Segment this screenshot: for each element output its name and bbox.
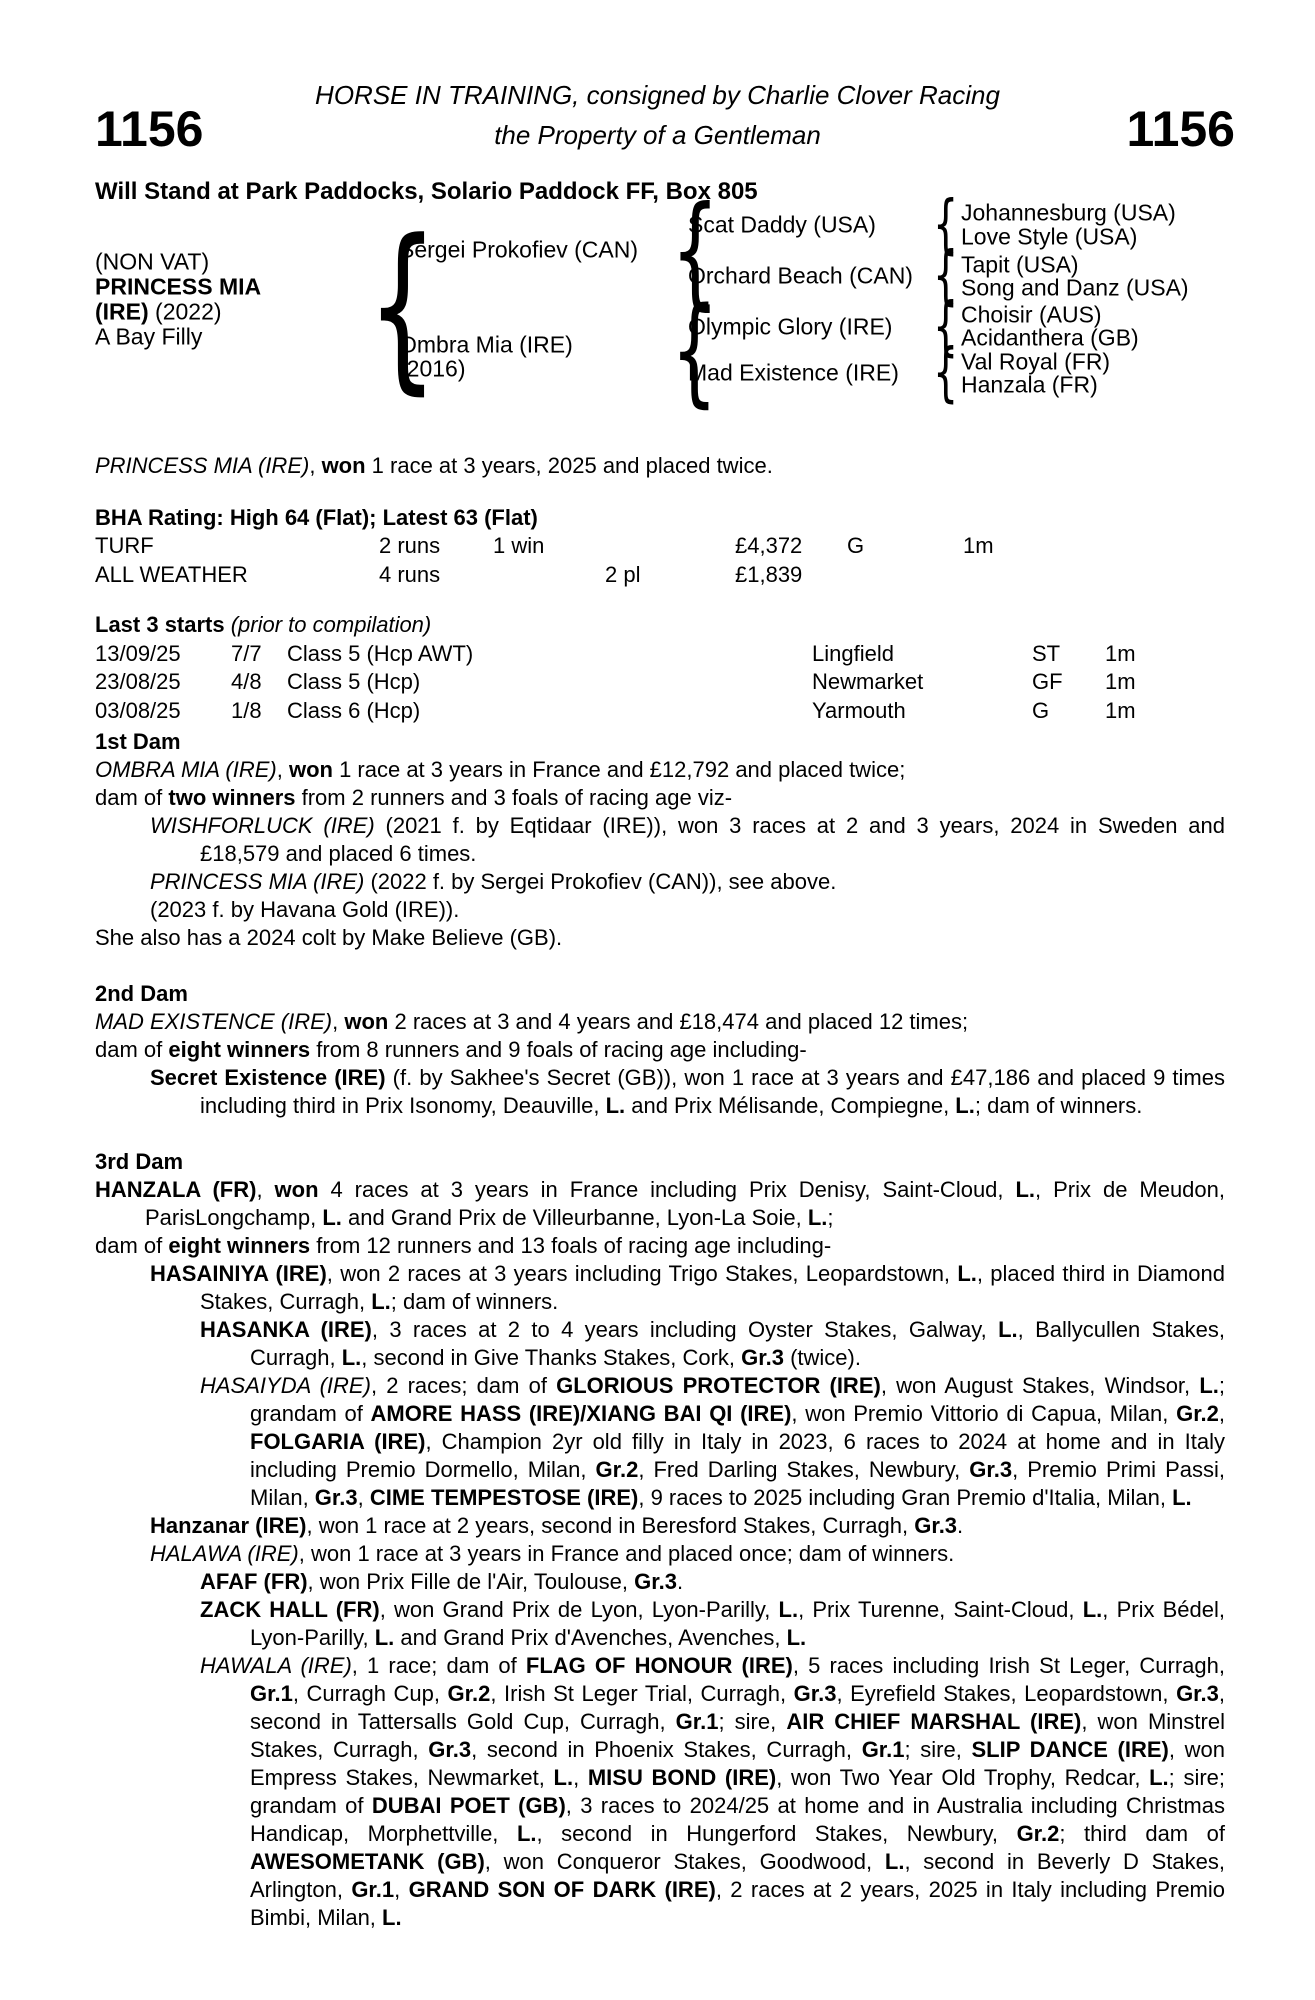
text-run: (2022 f. by Sergei Prokofiev (CAN)), see above. <box>364 869 837 894</box>
text-run: Gr.2 <box>595 1457 639 1482</box>
start-row <box>95 640 1225 669</box>
text-run: eight winners <box>168 1233 311 1258</box>
dam-heading: 3rd Dam <box>95 1149 184 1174</box>
text-run: 2 races at 3 and 4 years and £18,474 and placed 12 times; <box>388 1009 969 1034</box>
rating-earnings: £1,839 <box>735 562 803 587</box>
text-run: and Prix Mélisande, Compiegne, <box>625 1093 956 1118</box>
text-run: L. <box>1015 1177 1036 1202</box>
text-run: Gr.3 <box>1176 1681 1219 1706</box>
text-run: two winners <box>168 785 296 810</box>
great-grandparent-1: Johannesburg (USA) <box>961 199 1176 226</box>
text-run: L. <box>786 1625 807 1650</box>
text-run: PRINCESS MIA (IRE) <box>95 453 310 478</box>
text-run: , won Two Year Old Trophy, Redcar, <box>776 1765 1150 1790</box>
pedigree-brace-gg4 <box>933 341 958 405</box>
text-run: L. <box>955 1093 975 1118</box>
text-run: dam of <box>95 785 169 810</box>
text-run: from 2 runners and 3 foals of racing age viz- <box>295 785 733 810</box>
catalog-paragraph <box>95 1036 1225 1064</box>
text-run: , won Minstrel Stakes, Curragh, <box>250 1709 1225 1762</box>
text-run: L. <box>998 1317 1018 1342</box>
rating-runs: 2 runs <box>379 533 441 558</box>
text-run: , second in Give Thanks Stakes, Cork, <box>361 1345 742 1370</box>
start-distance: 1m <box>1105 669 1136 694</box>
text-run: ; <box>827 1205 834 1230</box>
text-run: L. <box>371 1289 391 1314</box>
text-run: L. <box>778 1597 799 1622</box>
text-run: L. <box>516 1821 537 1846</box>
text-run: Gr.2 <box>447 1681 491 1706</box>
text-run: won <box>344 1009 389 1034</box>
dam-sections <box>95 728 1225 1932</box>
rating-row <box>95 532 1225 561</box>
catalog-paragraph <box>95 1568 1225 1596</box>
start-date: 13/09/25 <box>95 640 181 666</box>
start-position: 4/8 <box>231 669 262 694</box>
grandsire-1: Scat Daddy (USA) <box>688 211 876 238</box>
text-run: (2023 f. by Havana Gold (IRE)). <box>150 897 460 922</box>
text-run: L. <box>382 1905 402 1930</box>
last-starts-table <box>95 611 1225 725</box>
catalog-paragraph <box>95 1512 1225 1540</box>
start-distance: 1m <box>1105 697 1136 723</box>
text-run: HAWALA (IRE) <box>200 1653 352 1678</box>
text-run: HASAIYDA (IRE) <box>200 1373 371 1398</box>
text-run: ; dam of winners. <box>974 1093 1143 1118</box>
catalog-paragraph <box>95 1316 1225 1372</box>
text-run: Gr.3 <box>428 1737 472 1762</box>
text-run: Gr.3 <box>634 1569 677 1594</box>
text-run: , <box>357 1485 370 1510</box>
text-run: Gr.1 <box>250 1681 293 1706</box>
text-run: , won Prix Fille de l'Air, Toulouse, <box>307 1569 635 1594</box>
text-run: L. <box>957 1261 977 1286</box>
catalog-paragraph <box>95 1008 1225 1036</box>
text-run: eight winners <box>168 1037 311 1062</box>
start-position: 1/8 <box>231 697 262 723</box>
start-date: 03/08/25 <box>95 697 181 723</box>
text-run: , won 2 races at 3 years including Trigo Stakes, Leopardstown, <box>326 1261 958 1286</box>
granddam-1: Orchard Beach (CAN) <box>688 262 913 289</box>
pedigree-brace-dam <box>671 291 718 409</box>
rating-distance: 1m <box>963 533 994 558</box>
text-run: WISHFORLUCK (IRE) <box>150 813 375 838</box>
great-grandparent-6: Acidanthera (GB) <box>961 324 1139 351</box>
catalog-paragraph <box>95 1596 1225 1652</box>
text-run: , <box>276 757 289 782</box>
text-run: Gr.3 <box>914 1513 958 1538</box>
text-run: , Prix Bédel, Lyon-Parilly, <box>250 1597 1226 1650</box>
text-run: Gr.3 <box>793 1681 837 1706</box>
text-run: , Eyrefield Stakes, Leopardstown, <box>836 1681 1177 1706</box>
text-run: Gr.3 <box>969 1457 1013 1482</box>
text-run: , 1 race; dam of <box>351 1653 526 1678</box>
dam-year: (2016) <box>399 355 466 382</box>
consignment-line: HORSE IN TRAINING, consigned by Charlie Clover Racing <box>315 80 1000 110</box>
text-run: 4 races at 3 years in France including Prix Denisy, Saint-Cloud, <box>318 1177 1016 1202</box>
text-run: Secret Existence (IRE) <box>150 1065 386 1090</box>
text-run: , Ballycullen Stakes, Curragh, <box>250 1317 1225 1370</box>
rating-row <box>95 561 1225 590</box>
text-run: HALAWA (IRE) <box>150 1541 299 1566</box>
start-row <box>95 668 1225 697</box>
text-run: 1 race at 3 years in France and £12,792 and placed twice; <box>332 757 906 782</box>
catalog-paragraph <box>95 896 1225 924</box>
horse-description: A Bay Filly <box>95 323 203 350</box>
text-run: , <box>1218 1401 1226 1426</box>
text-run: HASANKA (IRE) <box>200 1317 372 1342</box>
text-run: , won 1 race at 3 years in France and placed once; dam of winners. <box>298 1541 955 1566</box>
text-run: CIME TEMPESTOSE (IRE) <box>369 1485 639 1510</box>
text-run: , 5 races including Irish St Leger, Curragh, <box>792 1653 1225 1678</box>
catalog-paragraph <box>95 868 1225 896</box>
text-run: , <box>573 1765 588 1790</box>
text-run: ; dam of winners. <box>390 1289 559 1314</box>
catalog-paragraph <box>95 1064 1225 1120</box>
text-run: from 8 runners and 9 foals of racing age including- <box>310 1037 807 1062</box>
text-run: , <box>332 1009 345 1034</box>
text-run: Hanzanar (IRE) <box>150 1513 307 1538</box>
catalog-paragraph <box>95 924 1225 952</box>
text-run: Gr.2 <box>1176 1401 1219 1426</box>
last-starts-rows <box>95 640 1225 726</box>
text-run: AFAF (FR) <box>200 1569 308 1594</box>
granddam-2: Mad Existence (IRE) <box>688 359 899 386</box>
text-run: (f. by Sakhee's Secret (GB)), won 1 race at 3 years and £47,186 and placed 9 times including third in Prix Isonomy, Deauville, <box>200 1065 1225 1118</box>
dam-name: Ombra Mia (IRE) <box>399 331 573 358</box>
catalog-paragraph <box>95 1232 1225 1260</box>
text-run: L. <box>1172 1485 1192 1510</box>
rating-rows <box>95 532 1225 590</box>
great-grandparent-5: Choisir (AUS) <box>961 301 1102 328</box>
rating-wins: 1 win <box>493 533 545 558</box>
text-run: GRAND SON OF DARK (IRE) <box>408 1877 716 1902</box>
text-run: , placed third in Diamond Stakes, Curragh, <box>200 1261 1225 1314</box>
text-run: Gr.1 <box>351 1877 395 1902</box>
start-race: Class 6 (Hcp) <box>287 697 421 723</box>
text-run: , second in Beverly D Stakes, Arlington, <box>250 1849 1225 1902</box>
text-run: AMORE HASS (IRE)/XIANG BAI QI (IRE) <box>370 1401 792 1426</box>
grandsire-2: Olympic Glory (IRE) <box>688 313 893 340</box>
text-run: L. <box>553 1765 574 1790</box>
text-run: ; sire; grandam of <box>250 1765 1225 1818</box>
great-grandparent-8: Hanzala (FR) <box>961 371 1098 398</box>
text-run: Gr.2 <box>1016 1821 1060 1846</box>
text-run: , 3 races at 2 to 4 years including Oyster Stakes, Galway, <box>371 1317 999 1342</box>
rating-surface: ALL WEATHER <box>95 562 248 587</box>
text-run: , Irish St Leger Trial, Curragh, <box>490 1681 794 1706</box>
non-vat-label: (NON VAT) <box>95 248 210 275</box>
text-run: L. <box>807 1205 828 1230</box>
text-run: , won Grand Prix de Lyon, Lyon-Parilly, <box>379 1597 779 1622</box>
text-run: , Prix de Meudon, ParisLongchamp, <box>145 1177 1225 1230</box>
text-run: L. <box>1082 1597 1103 1622</box>
catalog-paragraph <box>95 1540 1225 1568</box>
text-run: AWESOMETANK (GB) <box>250 1849 485 1874</box>
text-run: L. <box>322 1205 342 1230</box>
pedigree-table <box>95 199 1240 405</box>
text-run: (2021 f. by Eqtidaar (IRE)), won 3 races at 2 and 3 years, 2024 in Sweden and £18,579 and placed 6 times. <box>200 813 1225 866</box>
text-run: Gr.1 <box>861 1737 905 1762</box>
text-run: , second in Hungerford Stakes, Newbury, <box>536 1821 1017 1846</box>
rating-surface: TURF <box>95 533 154 558</box>
text-run: , Prix Turenne, Saint-Cloud, <box>798 1597 1083 1622</box>
lot-number-right: 1156 <box>1126 101 1235 157</box>
start-row <box>95 697 1225 726</box>
text-run: , 2 races at 2 years, 2025 in Italy including Premio Bimbi, Milan, <box>250 1877 1226 1930</box>
race-summary <box>95 452 1225 480</box>
text-run: L. <box>341 1345 362 1370</box>
horse-suffix-year <box>95 299 222 324</box>
catalog-paragraph <box>95 784 1225 812</box>
start-position: 7/7 <box>231 640 262 666</box>
text-run: L. <box>884 1849 905 1874</box>
great-grandparent-2: Love Style (USA) <box>961 223 1138 250</box>
text-run: MISU BOND (IRE) <box>587 1765 777 1790</box>
text-run: . <box>957 1513 964 1538</box>
text-run: won <box>288 757 333 782</box>
great-grandparent-3: Tapit (USA) <box>961 251 1079 278</box>
text-run: ZACK HALL (FR) <box>200 1597 380 1622</box>
start-course: Newmarket <box>812 669 924 694</box>
text-run: , won Conqueror Stakes, Goodwood, <box>484 1849 885 1874</box>
text-run: L. <box>1149 1765 1169 1790</box>
text-run: FOLGARIA (IRE) <box>250 1429 426 1454</box>
text-run: , <box>394 1877 409 1902</box>
text-run: SLIP DANCE (IRE) <box>971 1737 1169 1762</box>
text-run: (twice). <box>783 1345 861 1370</box>
catalog-paragraph <box>95 1176 1225 1232</box>
text-run: , 9 races to 2025 including Gran Premio d'Italia, Milan, <box>638 1485 1173 1510</box>
text-run: , Premio Primi Passi, Milan, <box>250 1457 1225 1510</box>
text-run: She also has a 2024 colt by Make Believe (GB). <box>95 925 563 950</box>
great-grandparent-4: Song and Danz (USA) <box>961 274 1189 301</box>
text-run: OMBRA MIA (IRE) <box>95 757 277 782</box>
start-date: 23/08/25 <box>95 669 181 694</box>
start-going: ST <box>1032 640 1061 666</box>
property-line: the Property of a Gentleman <box>494 120 821 150</box>
start-going: GF <box>1032 669 1063 694</box>
text-run: L. <box>605 1093 626 1118</box>
start-race: Class 5 (Hcp) <box>287 669 421 694</box>
text-run: , won 1 race at 2 years, second in Beresford Stakes, Curragh, <box>306 1513 915 1538</box>
text-run: PRINCESS MIA (IRE) <box>150 869 365 894</box>
start-race: Class 5 (Hcp AWT) <box>287 640 474 666</box>
text-run: ; grandam of <box>250 1373 1226 1426</box>
text-run: MAD EXISTENCE (IRE) <box>95 1009 333 1034</box>
horse-year: (2022) <box>148 298 222 325</box>
horse-suffix: (IRE) <box>95 298 149 325</box>
text-run: . <box>676 1569 684 1594</box>
last-starts-heading <box>95 611 1225 640</box>
horse-name: PRINCESS MIA <box>95 273 262 300</box>
text-run: DUBAI POET (GB) <box>371 1793 566 1818</box>
stand-location-line: Will Stand at Park Paddocks, Solario Paddock FF, Box 805 <box>95 178 758 205</box>
text-run: Gr.1 <box>675 1709 719 1734</box>
rating-runs: 4 runs <box>379 562 441 587</box>
text-run: won <box>274 1177 319 1202</box>
last-starts-heading-italic: (prior to compilation) <box>230 612 432 637</box>
text-run: ; sire, <box>904 1737 972 1762</box>
rating-table <box>95 504 1225 590</box>
text-run: L. <box>374 1625 395 1650</box>
dam-heading: 2nd Dam <box>95 981 188 1006</box>
text-run: Gr.3 <box>314 1485 358 1510</box>
start-distance: 1m <box>1105 640 1136 666</box>
text-run: from 12 runners and 13 foals of racing age including- <box>310 1233 832 1258</box>
text-run: GLORIOUS PROTECTOR (IRE) <box>556 1373 881 1398</box>
text-run: , 2 races; dam of <box>370 1373 557 1398</box>
text-run: ; sire, <box>718 1709 787 1734</box>
text-run: , <box>256 1177 275 1202</box>
text-run: won <box>321 453 366 478</box>
text-run: , won Premio Vittorio di Capua, Milan, <box>791 1401 1177 1426</box>
text-run: , Fred Darling Stakes, Newbury, <box>638 1457 970 1482</box>
text-run: FLAG OF HONOUR (IRE) <box>525 1653 793 1678</box>
catalog-paragraph <box>95 1260 1225 1316</box>
start-course: Yarmouth <box>812 697 906 723</box>
catalog-paragraph <box>95 1652 1225 1932</box>
text-run: and Grand Prix d'Avenches, Avenches, <box>394 1625 787 1650</box>
text-run: dam of <box>95 1037 169 1062</box>
lot-number-left: 1156 <box>95 101 204 157</box>
rating-places: 2 pl <box>605 562 641 587</box>
text-run: , <box>309 453 322 478</box>
text-run: , won August Stakes, Windsor, <box>880 1373 1200 1398</box>
rating-earnings: £4,372 <box>735 533 803 558</box>
dam-heading: 1st Dam <box>95 729 181 754</box>
text-run: HANZALA (FR) <box>95 1177 257 1202</box>
text-run: HASAINIYA (IRE) <box>150 1261 327 1286</box>
rating-going: G <box>847 533 865 558</box>
text-run: dam of <box>95 1233 169 1258</box>
start-course: Lingfield <box>812 640 894 666</box>
start-going: G <box>1032 697 1050 723</box>
text-run: Gr.3 <box>741 1345 784 1370</box>
sire-name: Sergei Prokofiev (CAN) <box>399 236 639 263</box>
catalog-paragraph <box>95 756 1225 784</box>
catalog-paragraph <box>95 812 1225 868</box>
text-run: , won Empress Stakes, Newmarket, <box>250 1737 1226 1790</box>
text-run: , Curragh Cup, <box>292 1681 448 1706</box>
catalog-paragraph <box>95 1372 1225 1512</box>
bha-rating-heading: BHA Rating: High 64 (Flat); Latest 63 (Flat) <box>95 505 538 530</box>
text-run: 1 race at 3 years, 2025 and placed twice. <box>365 453 773 478</box>
text-run: ; third dam of <box>1059 1821 1226 1846</box>
text-run: , Champion 2yr old filly in Italy in 2023, 6 races to 2024 at home and in Italy including Premio Dormello, Milan, <box>250 1429 1225 1482</box>
text-run: AIR CHIEF MARSHAL (IRE) <box>786 1709 1082 1734</box>
text-run: , second in Phoenix Stakes, Curragh, <box>471 1737 862 1762</box>
text-run: and Grand Prix de Villeurbanne, Lyon-La Soie, <box>341 1205 808 1230</box>
last-starts-heading-bold: Last 3 starts <box>95 612 231 637</box>
text-run: L. <box>1199 1373 1219 1398</box>
great-grandparent-7: Val Royal (FR) <box>961 348 1111 375</box>
text-run: , second in Tattersalls Gold Cup, Curragh, <box>250 1681 1225 1734</box>
text-run: , 3 races to 2024/25 at home and in Australia including Christmas Handicap, Morphettville, <box>250 1793 1225 1846</box>
